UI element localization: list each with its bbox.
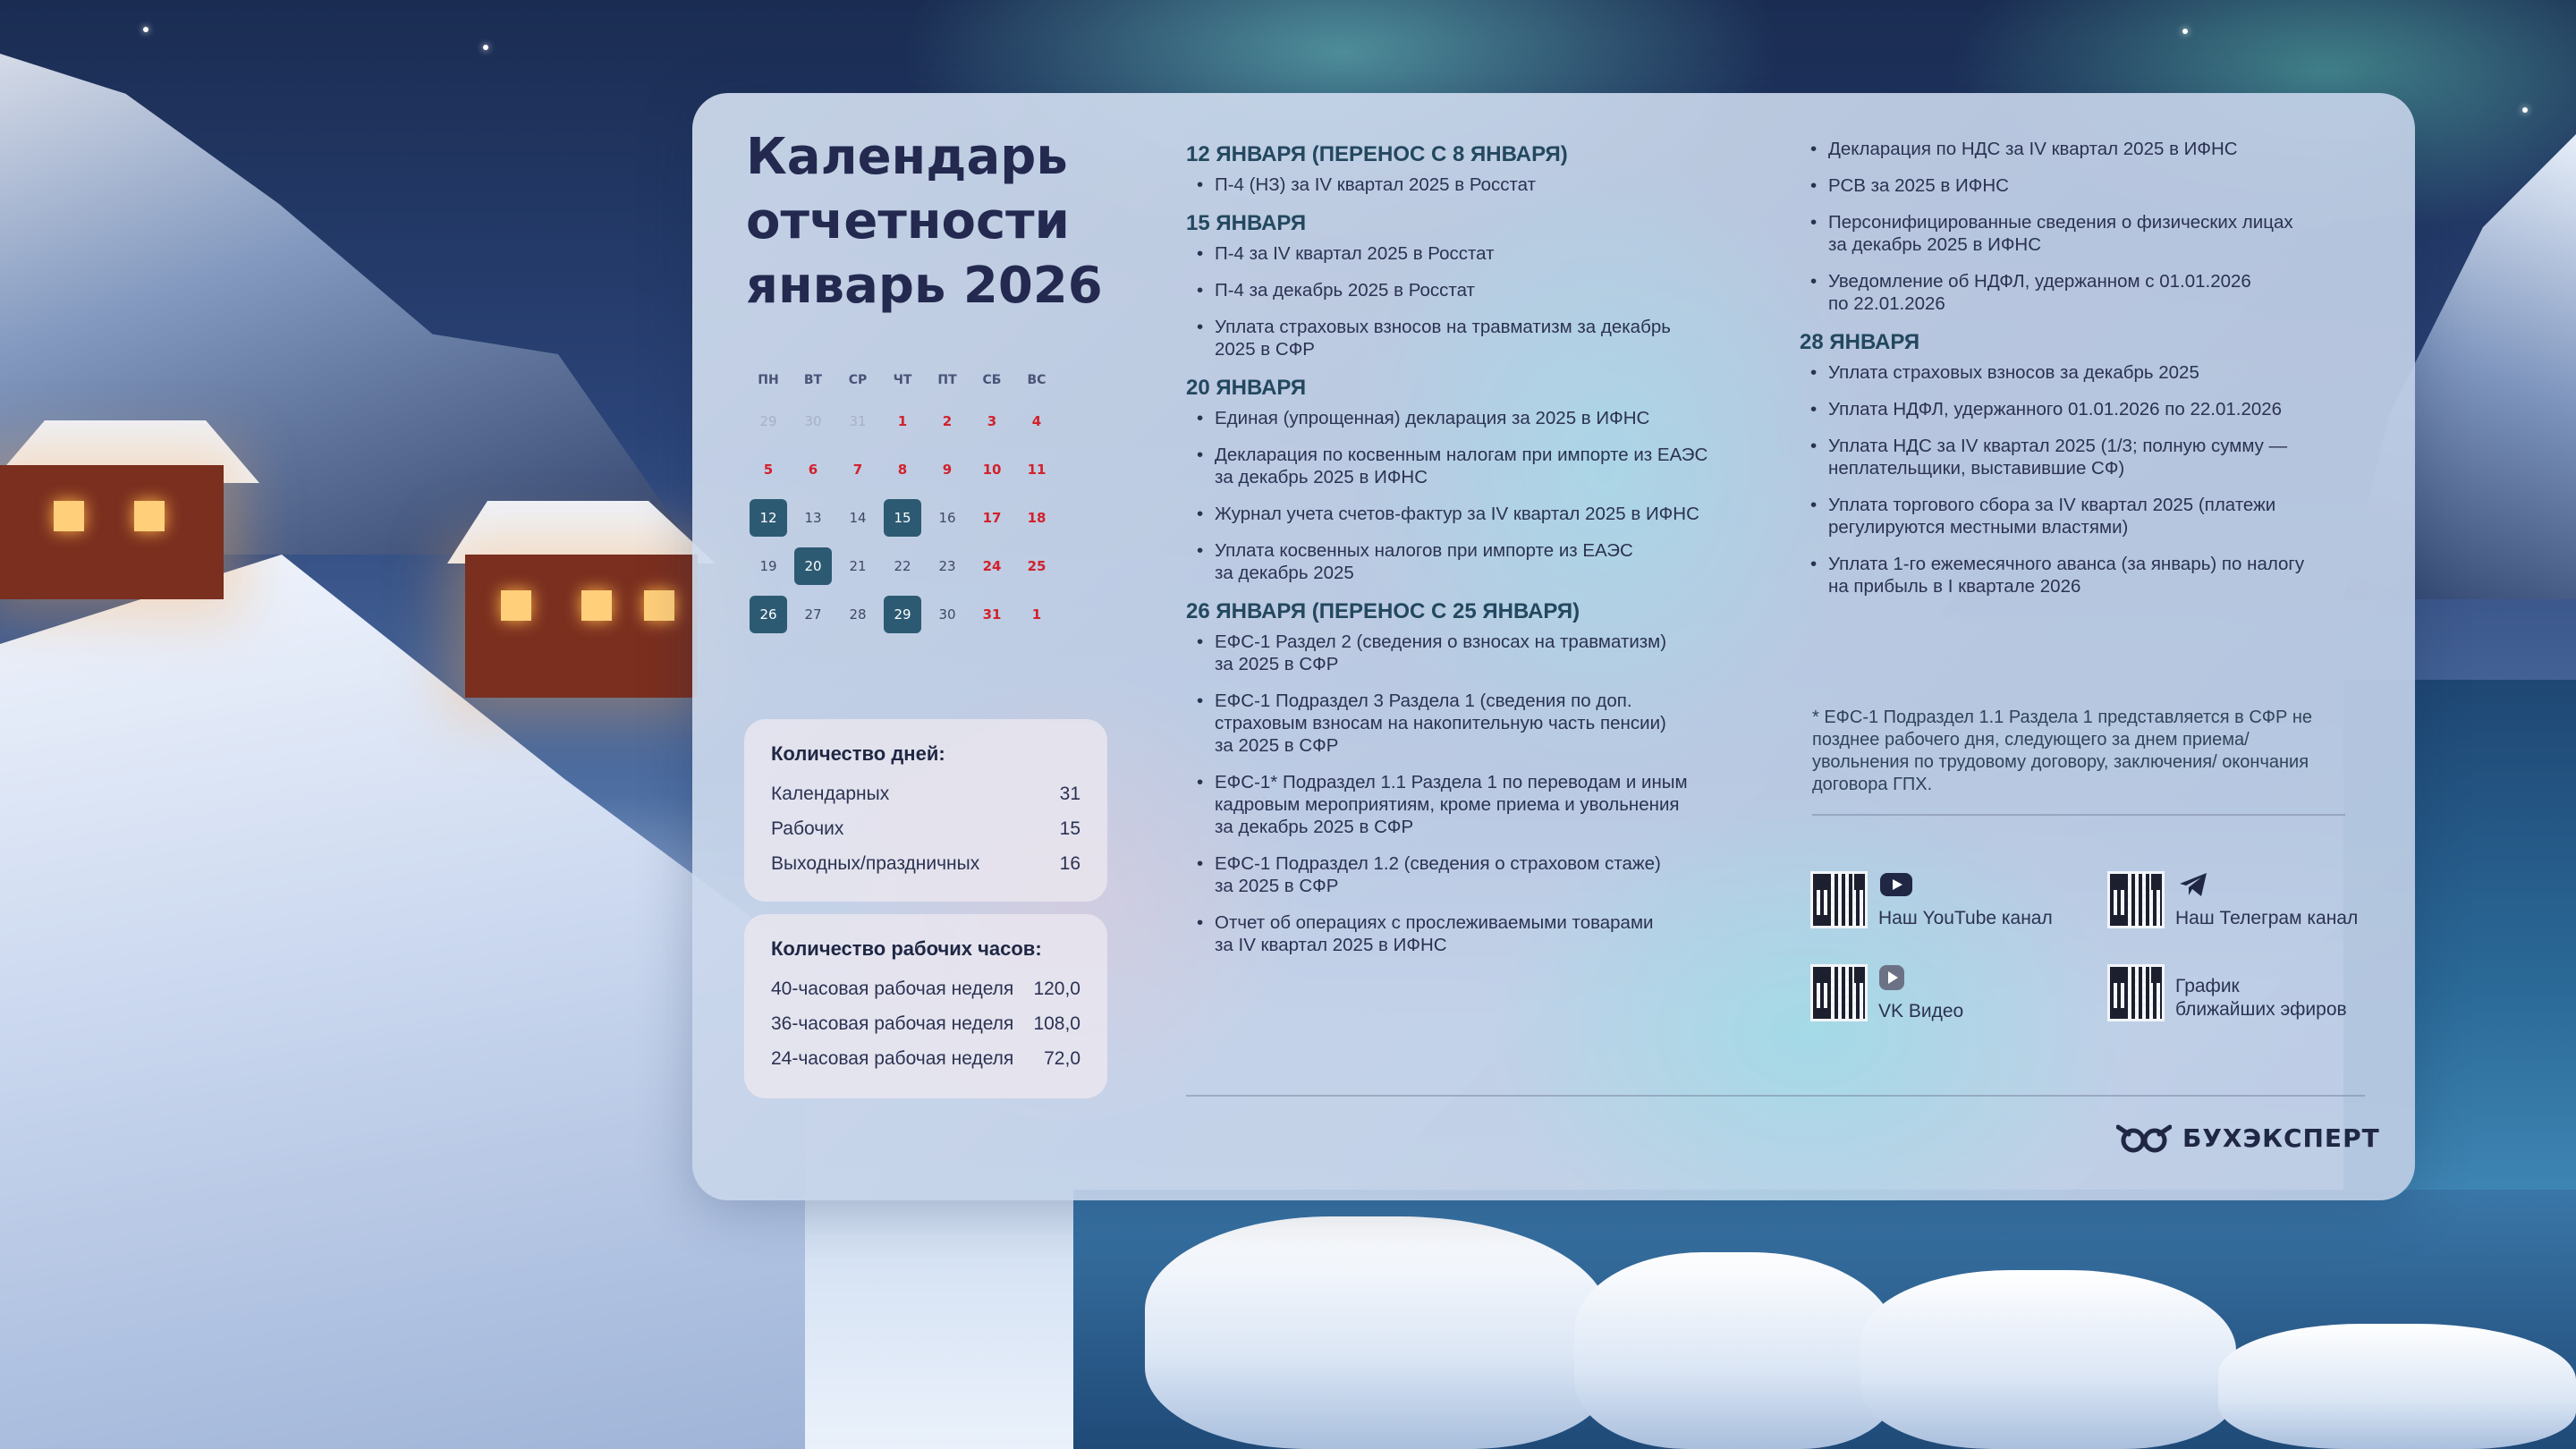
calendar-day bbox=[835, 494, 880, 542]
calendar-day bbox=[791, 445, 835, 494]
link-label[interactable]: Наш YouTube канал bbox=[1878, 908, 2053, 928]
stat-value: 16 bbox=[1059, 853, 1080, 874]
card-title: Количество рабочих часов: bbox=[771, 937, 1042, 960]
link-label[interactable]: Наш Телеграм канал bbox=[2175, 908, 2359, 928]
link-label[interactable]: График ближайших эфиров bbox=[2175, 976, 2347, 1020]
qr-code[interactable] bbox=[1810, 871, 1868, 928]
day-number: 26 bbox=[750, 596, 787, 633]
deadline-section bbox=[1186, 210, 1758, 360]
calendar-day bbox=[880, 542, 925, 590]
calendar-day bbox=[791, 397, 835, 445]
deadline-item: • Декларация по косвенным налогам при импорте из ЕАЭС за декабрь 2025 в ИФНС bbox=[1186, 444, 1758, 488]
calendar-day bbox=[1014, 542, 1059, 590]
calendar-day bbox=[925, 494, 970, 542]
stat-row bbox=[771, 1041, 1080, 1076]
calendar-day bbox=[880, 397, 925, 445]
deadline-item: • Отчет об операциях с прослеживаемыми товарами за IV квартал 2025 в ИФНС bbox=[1186, 911, 1758, 956]
day-number: 10 bbox=[982, 462, 1002, 478]
deadline-item: • Уплата косвенных налогов при импорте из ЕАЭС за декабрь 2025 bbox=[1186, 539, 1758, 584]
day-number: 13 bbox=[804, 510, 822, 526]
telegram-icon bbox=[2175, 871, 2211, 898]
reporting-calendar-panel bbox=[692, 93, 2415, 1200]
calendar-day bbox=[746, 445, 791, 494]
day-number: 25 bbox=[1027, 558, 1046, 574]
day-number: 14 bbox=[849, 510, 867, 526]
day-number: 15 bbox=[884, 499, 921, 537]
weekday-label: ВТ bbox=[803, 373, 823, 387]
day-number: 16 bbox=[938, 510, 956, 526]
calendar-day-deadline bbox=[791, 542, 835, 590]
footnote: * ЕФС-1 Подраздел 1.1 Раздела 1 представляется в СФР не позднее рабочего дня, следующего за днем приема/ увольнения по трудовому договору, заключения/ окончания договора ГПХ. bbox=[1812, 708, 2313, 794]
calendar-day bbox=[925, 542, 970, 590]
ice-block bbox=[2218, 1324, 2576, 1449]
calendar-day bbox=[970, 590, 1014, 639]
calendar-day bbox=[1014, 397, 1059, 445]
calendar-day bbox=[1014, 445, 1059, 494]
day-number: 12 bbox=[750, 499, 787, 537]
stat-value: 108,0 bbox=[1033, 1013, 1080, 1034]
calendar-day bbox=[835, 590, 880, 639]
telegram-link[interactable] bbox=[2107, 871, 2358, 930]
day-number: 31 bbox=[982, 606, 1002, 623]
day-number: 8 bbox=[897, 462, 908, 478]
day-number: 31 bbox=[849, 413, 867, 429]
day-number: 3 bbox=[987, 413, 997, 429]
days-count-card bbox=[744, 719, 1107, 902]
deadlines-column-2 bbox=[1800, 138, 2354, 612]
day-number: 30 bbox=[804, 413, 822, 429]
deadline-section bbox=[1800, 138, 2354, 315]
house bbox=[465, 555, 698, 698]
day-number: 28 bbox=[849, 606, 867, 623]
calendar-day bbox=[746, 542, 791, 590]
deadlines-column-1 bbox=[1186, 141, 1758, 970]
weekday-label: ЧТ bbox=[893, 373, 912, 387]
calendar-day bbox=[925, 397, 970, 445]
divider bbox=[1186, 1095, 2365, 1097]
calendar-day-deadline bbox=[746, 494, 791, 542]
deadline-item: • ЕФС-1 Раздел 2 (сведения о взносах на травматизм) за 2025 в СФР bbox=[1186, 631, 1758, 675]
deadline-item: • Уплата НДФЛ, удержанного 01.01.2026 по 22.01.2026 bbox=[1800, 398, 2354, 420]
deadline-item: • Уплата 1-го ежемесячного аванса (за январь) по налогу на прибыль в I квартале 2026 bbox=[1800, 553, 2354, 597]
calendar-day bbox=[925, 445, 970, 494]
ice-block bbox=[1860, 1270, 2236, 1449]
calendar-day bbox=[925, 590, 970, 639]
day-number: 21 bbox=[849, 558, 867, 574]
deadline-item: • Единая (упрощенная) декларация за 2025 в ИФНС bbox=[1186, 407, 1758, 429]
star bbox=[483, 45, 488, 50]
calendar-day bbox=[970, 397, 1014, 445]
qr-code[interactable] bbox=[2107, 964, 2165, 1021]
stat-value: 31 bbox=[1059, 784, 1080, 804]
deadline-item: • Декларация по НДС за IV квартал 2025 в ИФНС bbox=[1800, 138, 2354, 160]
day-number: 27 bbox=[804, 606, 822, 623]
calendar-grid bbox=[746, 363, 1122, 639]
calendar-day bbox=[1014, 494, 1059, 542]
qr-code[interactable] bbox=[1810, 964, 1868, 1021]
stat-value: 15 bbox=[1059, 818, 1080, 839]
weekday-label: СР bbox=[848, 373, 868, 387]
day-number: 19 bbox=[759, 558, 777, 574]
calendar-day bbox=[1014, 590, 1059, 639]
owl-logo-icon bbox=[2116, 1122, 2172, 1154]
stat-label: Выходных/праздничных bbox=[771, 853, 980, 874]
day-number: 18 bbox=[1027, 510, 1046, 526]
weekday-label: ПТ bbox=[937, 373, 957, 387]
day-number: 11 bbox=[1027, 462, 1046, 478]
deadline-item: • Журнал учета счетов-фактур за IV квартал 2025 в ИФНС bbox=[1186, 503, 1758, 525]
deadline-date-heading: 15 ЯНВАРЯ bbox=[1186, 211, 1307, 235]
ice-block bbox=[1574, 1252, 1896, 1449]
house bbox=[0, 465, 224, 599]
stat-label: Календарных bbox=[771, 784, 890, 804]
deadline-item: • ЕФС-1 Подраздел 3 Раздела 1 (сведения по доп. страховым взносам на накопительную часть пенсии) за 2025 в СФР bbox=[1186, 690, 1758, 757]
day-number: 2 bbox=[942, 413, 953, 429]
calendar-day bbox=[970, 445, 1014, 494]
star bbox=[143, 27, 148, 32]
calendar-day-deadline bbox=[880, 494, 925, 542]
stat-row bbox=[771, 776, 1080, 811]
deadline-date-heading: 28 ЯНВАРЯ bbox=[1800, 330, 1920, 354]
day-number: 7 bbox=[852, 462, 863, 478]
weekday-label: СБ bbox=[982, 373, 1002, 387]
stat-label: Рабочих bbox=[771, 818, 844, 839]
stat-row bbox=[771, 1006, 1080, 1041]
deadline-item: • ЕФС-1 Подраздел 1.2 (сведения о страховом стаже) за 2025 в СФР bbox=[1186, 852, 1758, 897]
calendar-day bbox=[835, 445, 880, 494]
deadline-item: • П-4 за декабрь 2025 в Росстат bbox=[1186, 279, 1758, 301]
deadline-section bbox=[1186, 375, 1758, 584]
card-title: Количество дней: bbox=[771, 742, 945, 765]
deadline-date-heading: 26 ЯНВАРЯ (ПЕРЕНОС С 25 ЯНВАРЯ) bbox=[1186, 599, 1580, 623]
stat-row bbox=[771, 811, 1080, 846]
vk-video-link[interactable] bbox=[1810, 964, 1963, 1023]
star bbox=[2182, 29, 2188, 34]
stat-value: 120,0 bbox=[1033, 979, 1080, 999]
brand-name: БУХЭКСПЕРТ bbox=[2182, 1123, 2380, 1153]
calendar-day bbox=[791, 494, 835, 542]
day-number: 6 bbox=[808, 462, 818, 478]
youtube-link[interactable] bbox=[1810, 871, 2053, 930]
day-number: 5 bbox=[763, 462, 774, 478]
deadline-date-heading: 20 ЯНВАРЯ bbox=[1186, 376, 1307, 400]
deadline-item: • П-4 (НЗ) за IV квартал 2025 в Росстат bbox=[1186, 174, 1758, 196]
divider bbox=[1812, 814, 2345, 816]
broadcast-schedule-link[interactable] bbox=[2107, 964, 2347, 1021]
calendar-day bbox=[746, 397, 791, 445]
calendar-day bbox=[970, 542, 1014, 590]
deadline-item: • ЕФС-1* Подраздел 1.1 Раздела 1 по переводам и иным кадровым мероприятиям, кроме приема и увольнения за декабрь 2025 в СФР bbox=[1186, 771, 1758, 838]
star bbox=[2522, 107, 2528, 113]
deadline-section bbox=[1800, 329, 2354, 597]
deadline-section bbox=[1186, 598, 1758, 956]
day-number: 29 bbox=[759, 413, 777, 429]
page-title: Календарь отчетности январь 2026 bbox=[746, 128, 1103, 315]
calendar-day-deadline bbox=[880, 590, 925, 639]
deadline-item: • Уплата НДС за IV квартал 2025 (1/3; полную сумму — неплательщики, выставившие СФ) bbox=[1800, 435, 2354, 479]
day-number: 30 bbox=[938, 606, 956, 623]
deadline-item: • РСВ за 2025 в ИФНС bbox=[1800, 174, 2354, 197]
calendar-day bbox=[835, 397, 880, 445]
deadline-item: • П-4 за IV квартал 2025 в Росстат bbox=[1186, 242, 1758, 265]
ice-block bbox=[1145, 1216, 1610, 1449]
day-number: 17 bbox=[982, 510, 1002, 526]
deadline-item: • Уплата торгового сбора за IV квартал 2025 (платежи регулируются местными властями) bbox=[1800, 494, 2354, 538]
day-number: 22 bbox=[894, 558, 911, 574]
day-number: 20 bbox=[794, 547, 832, 585]
calendar-day bbox=[791, 590, 835, 639]
day-number: 1 bbox=[1031, 606, 1042, 623]
deadline-item: • Уведомление об НДФЛ, удержанном с 01.01.2026 по 22.01.2026 bbox=[1800, 270, 2354, 315]
stat-label: 36-часовая рабочая неделя bbox=[771, 1013, 1014, 1034]
day-number: 9 bbox=[942, 462, 953, 478]
brand-logo bbox=[2116, 1122, 2380, 1154]
calendar-day bbox=[970, 494, 1014, 542]
calendar-day bbox=[835, 542, 880, 590]
month-calendar bbox=[746, 363, 1122, 639]
weekday-label: ПН bbox=[758, 373, 779, 387]
deadline-date-heading: 12 ЯНВАРЯ (ПЕРЕНОС С 8 ЯНВАРЯ) bbox=[1186, 142, 1568, 166]
day-number: 24 bbox=[982, 558, 1002, 574]
deadline-item: • Уплата страховых взносов на травматизм за декабрь 2025 в СФР bbox=[1186, 316, 1758, 360]
weekday-label: ВС bbox=[1027, 373, 1046, 387]
stat-value: 72,0 bbox=[1044, 1048, 1080, 1069]
vk-video-icon bbox=[1878, 964, 1905, 991]
qr-code[interactable] bbox=[2107, 871, 2165, 928]
youtube-icon bbox=[1878, 871, 1914, 898]
day-number: 4 bbox=[1031, 413, 1042, 429]
day-number: 29 bbox=[884, 596, 921, 633]
stat-label: 24-часовая рабочая неделя bbox=[771, 1048, 1014, 1069]
deadline-item: • Персонифицированные сведения о физических лицах за декабрь 2025 в ИФНС bbox=[1800, 211, 2354, 256]
deadline-section bbox=[1186, 141, 1758, 196]
link-label[interactable]: VK Видео bbox=[1878, 1001, 1964, 1021]
stat-row bbox=[771, 846, 1080, 881]
work-hours-card bbox=[744, 914, 1107, 1098]
calendar-day-deadline bbox=[746, 590, 791, 639]
calendar-day bbox=[880, 445, 925, 494]
stat-label: 40-часовая рабочая неделя bbox=[771, 979, 1014, 999]
deadline-item: • Уплата страховых взносов за декабрь 2025 bbox=[1800, 361, 2354, 384]
stat-row bbox=[771, 971, 1080, 1006]
day-number: 1 bbox=[897, 413, 908, 429]
day-number: 23 bbox=[938, 558, 956, 574]
